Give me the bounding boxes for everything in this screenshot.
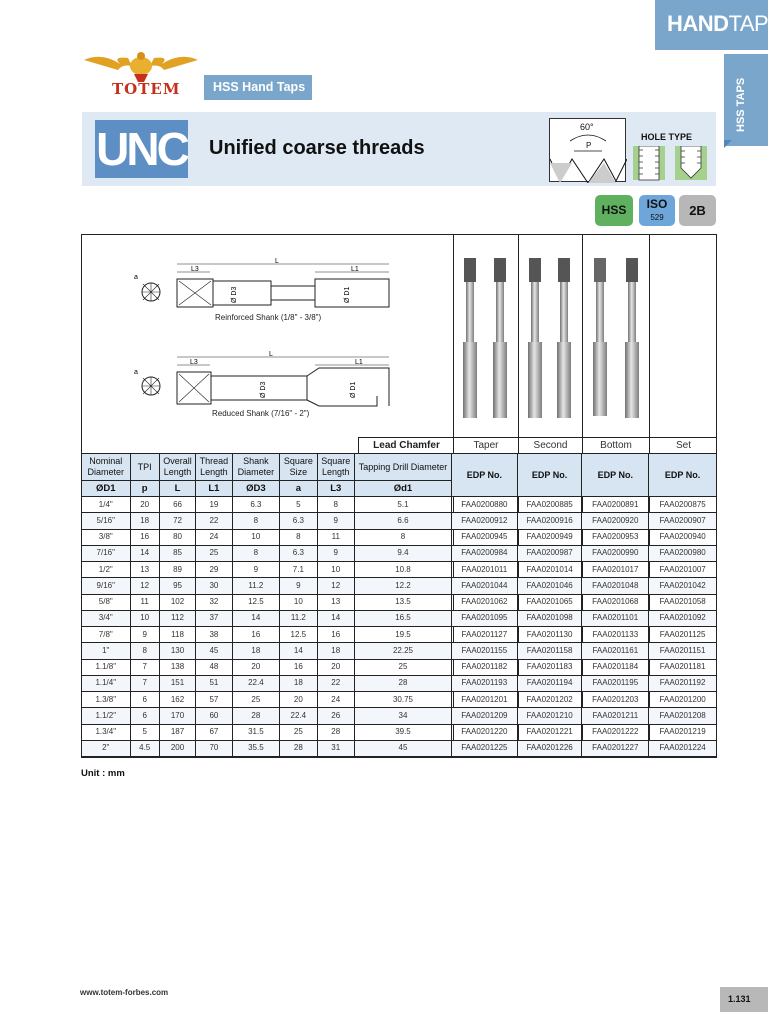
table-cell: 10 — [130, 610, 159, 626]
table-cell: 8 — [317, 497, 354, 513]
section-title-light: TAP — [728, 11, 768, 36]
table-cell: FAA0201225 — [452, 740, 518, 756]
table-cell: FAA0200920 — [582, 513, 649, 529]
table-cell: FAA0201193 — [452, 675, 518, 691]
table-cell: 1/4" — [82, 497, 131, 513]
table-cell: 26 — [317, 708, 354, 724]
table-cell: 95 — [159, 578, 195, 594]
pitch-label: P — [586, 141, 592, 150]
table-cell: 22.4 — [232, 675, 280, 691]
table-cell: 7/16" — [82, 545, 131, 561]
table-cell: 70 — [196, 740, 232, 756]
table-cell: FAA0201200 — [649, 692, 717, 708]
table-cell: 32 — [196, 594, 232, 610]
table-cell: 9.4 — [354, 545, 451, 561]
table-cell: 1/2" — [82, 562, 131, 578]
table-cell: 72 — [159, 513, 195, 529]
table-cell: FAA0200912 — [452, 513, 518, 529]
table-cell: 12 — [317, 578, 354, 594]
table-cell: FAA0200940 — [649, 529, 717, 545]
page-title: Unified coarse threads — [209, 137, 425, 159]
table-cell: FAA0201095 — [452, 610, 518, 626]
table-cell: 6.3 — [232, 497, 280, 513]
table-cell: 5 — [280, 497, 317, 513]
chamfer-second: Second — [533, 440, 568, 451]
chamfer-set: Set — [675, 440, 691, 451]
table-cell: 11.2 — [232, 578, 280, 594]
dim-L3-label: L3 — [190, 359, 198, 366]
table-cell: FAA0201044 — [452, 578, 518, 594]
table-cell: FAA0200949 — [517, 529, 582, 545]
table-row — [82, 659, 717, 675]
tap-photos — [454, 252, 717, 432]
table-cell: 13 — [317, 594, 354, 610]
reinforced-shank-caption: Reinforced Shank (1/8" - 3/8") — [215, 313, 322, 322]
table-cell: 9 — [317, 545, 354, 561]
tolerance-badge: 2B — [679, 195, 716, 226]
table-cell: 18 — [280, 675, 317, 691]
dim-a-label: a — [134, 369, 138, 376]
table-cell: 16 — [280, 659, 317, 675]
symbol-cell: L3 — [317, 481, 354, 497]
table-cell: 1.3/8" — [82, 692, 131, 708]
totem-logo — [82, 50, 200, 102]
table-row — [82, 740, 717, 756]
symbol-cell: ØD3 — [232, 481, 280, 497]
table-cell: 16 — [130, 529, 159, 545]
symbol-cell: L1 — [196, 481, 232, 497]
col-edp-taper: EDP No. — [452, 454, 518, 497]
table-cell: 13.5 — [354, 594, 451, 610]
thread-angle-label: 60° — [580, 122, 594, 132]
table-cell: 1.1/2" — [82, 708, 131, 724]
table-cell: FAA0201017 — [582, 562, 649, 578]
table-cell: 25 — [354, 659, 451, 675]
second-tap-image — [528, 258, 571, 418]
table-cell: FAA0201210 — [517, 708, 582, 724]
table-cell: FAA0201127 — [452, 627, 518, 643]
table-cell: 57 — [196, 692, 232, 708]
table-cell: 170 — [159, 708, 195, 724]
table-cell: 45 — [354, 740, 451, 756]
reduced-shank-caption: Reduced Shank (7/16" - 2") — [212, 409, 310, 418]
col-edp-second: EDP No. — [517, 454, 582, 497]
symbol-cell: ØD1 — [82, 481, 131, 497]
table-cell: FAA0200885 — [517, 497, 582, 513]
table-cell: FAA0201065 — [517, 594, 582, 610]
table-cell: 24 — [196, 529, 232, 545]
table-cell: 24 — [317, 692, 354, 708]
table-cell: FAA0201182 — [452, 659, 518, 675]
table-cell: FAA0201125 — [649, 627, 717, 643]
col-square-length: Square Length — [317, 454, 354, 481]
table-cell: FAA0201221 — [517, 724, 582, 740]
table-cell: FAA0201222 — [582, 724, 649, 740]
table-cell: 22.4 — [280, 708, 317, 724]
symbol-cell: p — [130, 481, 159, 497]
chamfer-bottom: Bottom — [600, 440, 632, 451]
table-row — [82, 578, 717, 594]
table-cell: FAA0201220 — [452, 724, 518, 740]
table-cell: 6.3 — [280, 545, 317, 561]
thread-code-box: UNC — [95, 120, 188, 178]
table-cell: 7.1 — [280, 562, 317, 578]
table-cell: FAA0201211 — [582, 708, 649, 724]
table-cell: 9 — [130, 627, 159, 643]
table-cell: 10 — [317, 562, 354, 578]
table-cell: 66 — [159, 497, 195, 513]
table-cell: 51 — [196, 675, 232, 691]
table-cell: 9 — [232, 562, 280, 578]
table-cell: 13 — [130, 562, 159, 578]
symbol-cell: L — [159, 481, 195, 497]
table-cell: 102 — [159, 594, 195, 610]
table-cell: 12.2 — [354, 578, 451, 594]
table-cell: 16 — [232, 627, 280, 643]
table-cell: FAA0201011 — [452, 562, 518, 578]
table-cell: 162 — [159, 692, 195, 708]
table-cell: FAA0200916 — [517, 513, 582, 529]
dim-L-label: L — [275, 258, 279, 265]
table-cell: FAA0201203 — [582, 692, 649, 708]
table-cell: 112 — [159, 610, 195, 626]
table-cell: 80 — [159, 529, 195, 545]
table-cell: 10.8 — [354, 562, 451, 578]
table-cell: 12.5 — [232, 594, 280, 610]
side-tab-hss-taps — [724, 54, 768, 146]
symbol-cell: a — [280, 481, 317, 497]
dim-D3-label: Ø D3 — [231, 286, 238, 303]
table-cell: FAA0200880 — [452, 497, 518, 513]
dim-a-label: a — [134, 274, 138, 281]
symbol-cell: Ød1 — [354, 481, 451, 497]
table-cell: 16 — [317, 627, 354, 643]
table-cell: 25 — [232, 692, 280, 708]
table-cell: 11 — [317, 529, 354, 545]
table-cell: 187 — [159, 724, 195, 740]
table-header-row — [82, 454, 717, 481]
table-row — [82, 627, 717, 643]
dim-D3-label: Ø D3 — [260, 381, 267, 398]
table-cell: 20 — [280, 692, 317, 708]
table-cell: FAA0201201 — [452, 692, 518, 708]
table-cell: FAA0201133 — [582, 627, 649, 643]
table-cell: 1.1/4" — [82, 675, 131, 691]
table-cell: FAA0201155 — [452, 643, 518, 659]
table-cell: 14 — [232, 610, 280, 626]
table-cell: 11.2 — [280, 610, 317, 626]
hole-type-label: HOLE TYPE — [641, 132, 693, 142]
taper-tap-image — [463, 258, 507, 418]
table-cell: FAA0201194 — [517, 675, 582, 691]
table-row — [82, 513, 717, 529]
table-cell: 8 — [130, 643, 159, 659]
table-row — [82, 708, 717, 724]
table-cell: 12 — [130, 578, 159, 594]
table-cell: 12.5 — [280, 627, 317, 643]
table-cell: 8 — [280, 529, 317, 545]
table-row — [82, 724, 717, 740]
table-cell: FAA0200907 — [649, 513, 717, 529]
table-cell: FAA0201195 — [582, 675, 649, 691]
material-badge: HSS — [595, 195, 633, 226]
table-cell: 22 — [196, 513, 232, 529]
dim-L-label: L — [269, 351, 273, 358]
table-cell: 28 — [317, 724, 354, 740]
table-cell: 130 — [159, 643, 195, 659]
table-cell: FAA0201219 — [649, 724, 717, 740]
table-cell: 20 — [317, 659, 354, 675]
table-cell: 30.75 — [354, 692, 451, 708]
table-cell: FAA0201202 — [517, 692, 582, 708]
table-cell: FAA0201184 — [582, 659, 649, 675]
table-cell: 22 — [317, 675, 354, 691]
table-cell: 18 — [130, 513, 159, 529]
table-cell: FAA0200990 — [582, 545, 649, 561]
dim-L1-label: L1 — [355, 359, 363, 366]
table-cell: 31.5 — [232, 724, 280, 740]
table-cell: FAA0201101 — [582, 610, 649, 626]
table-cell: 138 — [159, 659, 195, 675]
col-edp-set: EDP No. — [649, 454, 717, 497]
table-cell: 14 — [280, 643, 317, 659]
table-cell: 19.5 — [354, 627, 451, 643]
table-cell: 5.1 — [354, 497, 451, 513]
hole-type-icons — [633, 146, 711, 187]
table-cell: 8 — [354, 529, 451, 545]
table-row — [82, 643, 717, 659]
table-cell: FAA0200875 — [649, 497, 717, 513]
table-cell: 5/8" — [82, 594, 131, 610]
section-title-bold: HAND — [667, 11, 729, 36]
table-cell: 89 — [159, 562, 195, 578]
table-cell: 7 — [130, 659, 159, 675]
table-cell: 20 — [130, 497, 159, 513]
table-cell: 22.25 — [354, 643, 451, 659]
table-row — [82, 610, 717, 626]
table-cell: 31 — [317, 740, 354, 756]
table-row — [82, 545, 717, 561]
table-cell: 10 — [232, 529, 280, 545]
table-cell: 85 — [159, 545, 195, 561]
table-cell: 10 — [280, 594, 317, 610]
lead-chamfer-label: Lead Chamfer — [358, 437, 454, 454]
table-cell: FAA0201046 — [517, 578, 582, 594]
table-cell: 20 — [232, 659, 280, 675]
table-cell: 18 — [317, 643, 354, 659]
table-cell: 28 — [232, 708, 280, 724]
table-cell: FAA0201209 — [452, 708, 518, 724]
table-cell: 9 — [280, 578, 317, 594]
table-cell: 5 — [130, 724, 159, 740]
logo-wordmark: TOTEM — [112, 80, 181, 98]
table-cell: 18 — [232, 643, 280, 659]
col-overall-length: Overall Length — [159, 454, 195, 481]
col-nominal-diameter: Nominal Diameter — [82, 454, 131, 481]
thread-profile-diagram — [549, 118, 626, 182]
table-cell: 35.5 — [232, 740, 280, 756]
section-tab-handtap — [655, 0, 768, 50]
table-cell: FAA0201181 — [649, 659, 717, 675]
table-cell: 67 — [196, 724, 232, 740]
col-thread-length: Thread Length — [196, 454, 232, 481]
table-cell: 25 — [280, 724, 317, 740]
table-cell: 30 — [196, 578, 232, 594]
table-cell: FAA0200984 — [452, 545, 518, 561]
table-cell: FAA0201042 — [649, 578, 717, 594]
table-cell: 28 — [280, 740, 317, 756]
table-cell: 3/4" — [82, 610, 131, 626]
table-cell: FAA0201014 — [517, 562, 582, 578]
table-cell: 6.6 — [354, 513, 451, 529]
table-cell: 4.5 — [130, 740, 159, 756]
table-cell: 200 — [159, 740, 195, 756]
table-cell: FAA0201048 — [582, 578, 649, 594]
table-cell: 29 — [196, 562, 232, 578]
dim-D1-label: Ø D1 — [344, 286, 351, 303]
table-cell: 151 — [159, 675, 195, 691]
table-cell: 7/8" — [82, 627, 131, 643]
table-cell: FAA0201208 — [649, 708, 717, 724]
table-cell: 5/16" — [82, 513, 131, 529]
table-cell: 8 — [232, 545, 280, 561]
table-cell: 19 — [196, 497, 232, 513]
table-cell: FAA0200980 — [649, 545, 717, 561]
table-cell: FAA0201226 — [517, 740, 582, 756]
table-cell: FAA0201098 — [517, 610, 582, 626]
table-cell: 14 — [130, 545, 159, 561]
unit-note: Unit : mm — [81, 768, 125, 779]
standard-name: ISO — [646, 197, 668, 211]
table-cell: 1.1/8" — [82, 659, 131, 675]
table-cell: 60 — [196, 708, 232, 724]
side-tab-label: HSS TAPS — [735, 77, 747, 132]
table-cell: 6 — [130, 692, 159, 708]
table-row — [82, 497, 717, 513]
table-cell: FAA0201227 — [582, 740, 649, 756]
table-cell: FAA0201224 — [649, 740, 717, 756]
col-edp-bottom: EDP No. — [582, 454, 649, 497]
table-cell: 8 — [232, 513, 280, 529]
table-cell: FAA0200945 — [452, 529, 518, 545]
table-cell: FAA0201183 — [517, 659, 582, 675]
table-cell: FAA0201151 — [649, 643, 717, 659]
table-row — [82, 529, 717, 545]
table-cell: FAA0201068 — [582, 594, 649, 610]
table-cell: 14 — [317, 610, 354, 626]
table-cell: 9/16" — [82, 578, 131, 594]
table-body — [82, 497, 717, 757]
col-square-size: Square Size — [280, 454, 317, 481]
table-row — [82, 594, 717, 610]
standard-badge — [639, 195, 675, 226]
table-cell: 25 — [196, 545, 232, 561]
table-cell: 6 — [130, 708, 159, 724]
table-cell: 9 — [317, 513, 354, 529]
table-row — [82, 675, 717, 691]
table-cell: FAA0201092 — [649, 610, 717, 626]
col-tapping-drill: Tapping Drill Diameter — [354, 454, 451, 481]
table-cell: 11 — [130, 594, 159, 610]
table-cell: 37 — [196, 610, 232, 626]
table-cell: FAA0201161 — [582, 643, 649, 659]
chamfer-taper: Taper — [473, 440, 499, 451]
page-number: 1.131 — [720, 987, 768, 1012]
table-cell: FAA0201062 — [452, 594, 518, 610]
table-cell: 1" — [82, 643, 131, 659]
table-cell: FAA0201192 — [649, 675, 717, 691]
col-shank-diameter: Shank Diameter — [232, 454, 280, 481]
col-tpi: TPI — [130, 454, 159, 481]
table-cell: FAA0200987 — [517, 545, 582, 561]
table-cell: FAA0201007 — [649, 562, 717, 578]
reduced-shank-diagram — [115, 348, 405, 410]
table-cell: 34 — [354, 708, 451, 724]
table-row — [82, 692, 717, 708]
table-cell: 39.5 — [354, 724, 451, 740]
table-cell: 7 — [130, 675, 159, 691]
side-tab-notch — [724, 140, 732, 148]
table-cell: 28 — [354, 675, 451, 691]
table-cell: 38 — [196, 627, 232, 643]
table-cell: 45 — [196, 643, 232, 659]
table-cell: FAA0201158 — [517, 643, 582, 659]
table-cell: 1.3/4" — [82, 724, 131, 740]
product-line-badge: HSS Hand Taps — [204, 75, 312, 100]
footer-url: www.totem-forbes.com — [80, 988, 169, 997]
table-row — [82, 562, 717, 578]
standard-number: 529 — [650, 213, 664, 222]
reinforced-shank-diagram — [115, 255, 405, 315]
table-cell: 6.3 — [280, 513, 317, 529]
dim-D1-label: Ø D1 — [350, 381, 357, 398]
table-cell: 16.5 — [354, 610, 451, 626]
dim-L1-label: L1 — [351, 266, 359, 273]
table-cell: 3/8" — [82, 529, 131, 545]
bottom-tap-image — [593, 258, 639, 418]
table-cell: 48 — [196, 659, 232, 675]
spec-table — [81, 453, 717, 757]
table-cell: FAA0200953 — [582, 529, 649, 545]
dim-L3-label: L3 — [191, 266, 199, 273]
table-cell: 2" — [82, 740, 131, 756]
table-cell: FAA0200891 — [582, 497, 649, 513]
table-cell: FAA0201058 — [649, 594, 717, 610]
table-cell: FAA0201130 — [517, 627, 582, 643]
table-cell: 118 — [159, 627, 195, 643]
